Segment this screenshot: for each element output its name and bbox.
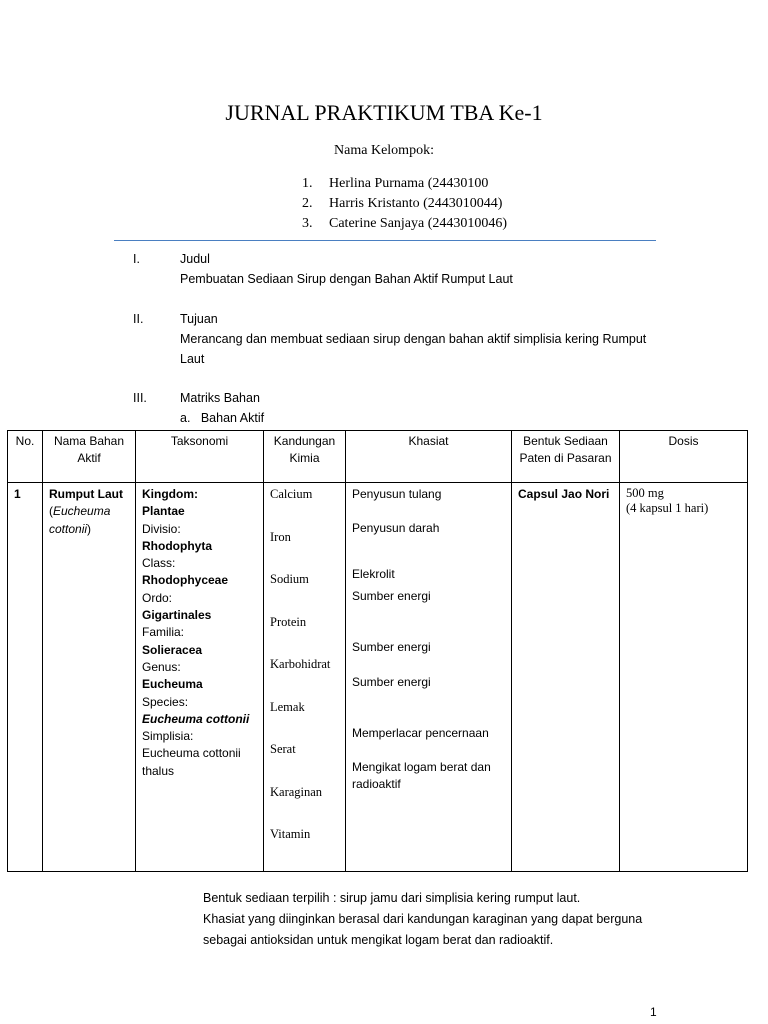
cell-kandungan (264, 483, 346, 872)
kandungan-item: Protein (270, 614, 307, 629)
section-tujuan: II. Tujuan Merancang dan membuat sediaan sirup dengan bahan aktif simplisia kering Rumput Laut (133, 312, 647, 366)
khasiat-item: Elekrolit (352, 566, 395, 581)
khasiat-item: Penyusun tulang (352, 487, 442, 501)
cell-dosis: 500 mg (4 kapsul 1 hari) (620, 483, 748, 872)
kandungan-item: Iron (270, 529, 291, 544)
cell-bentuk: Capsul Jao Nori (512, 483, 620, 872)
kandungan-item: Karaginan (270, 784, 323, 799)
section-judul: I. Judul Pembuatan Sediaan Sirup dengan Bahan Aktif Rumput Laut (133, 252, 513, 286)
cell-khasiat (346, 483, 512, 872)
member-list (302, 174, 507, 234)
khasiat-item: Sumber energi (352, 588, 431, 603)
conclusion-paragraph: Bentuk sediaan terpilih : sirup jamu dari simplisia kering rumput laut. Khasiat yang diinginkan berasal dari kandungan karaginan yang dapat berguna sebagai antioksidan untuk mengikat logam berat dan radioaktif. (203, 891, 643, 947)
cell-nama: Rumput Laut (Eucheuma cottonii) (43, 483, 136, 872)
header-kandungan: Kandungan Kimia (264, 431, 346, 483)
khasiat-item: Sumber energi (352, 675, 431, 690)
header-khasiat: Khasiat (346, 431, 512, 483)
header-no: No. (8, 431, 43, 483)
khasiat-item: Mengikat logam berat dan radioaktif (352, 760, 491, 792)
kandungan-item: Serat (270, 742, 296, 756)
member-item: 2. Harris Kristanto (2443010044) (302, 196, 503, 211)
header-divider (114, 240, 656, 241)
kandungan-item: Calcium (270, 487, 313, 501)
header-dosis: Dosis (620, 431, 748, 483)
document-title: JURNAL PRAKTIKUM TBA Ke-1 (225, 100, 543, 125)
group-label: Nama Kelompok: (334, 143, 434, 158)
khasiat-item: Sumber energi (352, 640, 431, 655)
kandungan-item: Vitamin (270, 827, 311, 841)
kandungan-item: Karbohidrat (270, 657, 331, 671)
kandungan-item: Lemak (270, 699, 305, 714)
table-header-row (8, 431, 748, 483)
header-taksonomi: Taksonomi (136, 431, 264, 483)
bahan-aktif-table (7, 430, 748, 872)
header-bentuk: Bentuk Sediaan Paten di Pasaran (512, 431, 620, 483)
section-matriks: III. Matriks Bahan a. Bahan Aktif (133, 391, 265, 425)
member-item: 3. Caterine Sanjaya (2443010046) (302, 216, 508, 231)
header-nama: Nama Bahan Aktif (43, 431, 136, 483)
cell-no: 1 (8, 483, 43, 872)
member-item: 1. Herlina Purnama (24430100 (302, 176, 489, 191)
table-row (8, 483, 748, 872)
kandungan-item: Sodium (270, 572, 309, 586)
page-number: 1 (650, 1005, 657, 1019)
khasiat-item: Memperlacar pencernaan (352, 725, 489, 740)
cell-taksonomi: Kingdom: Plantae Divisio: Rhodophyta Class: Rhodophyceae Ordo: Gigartinales Familia: Solieracea Genus: Eucheuma Species: Eucheuma cottonii Simplisia: Eucheuma cottonii thalus (136, 483, 264, 872)
khasiat-item: Penyusun darah (352, 521, 440, 536)
